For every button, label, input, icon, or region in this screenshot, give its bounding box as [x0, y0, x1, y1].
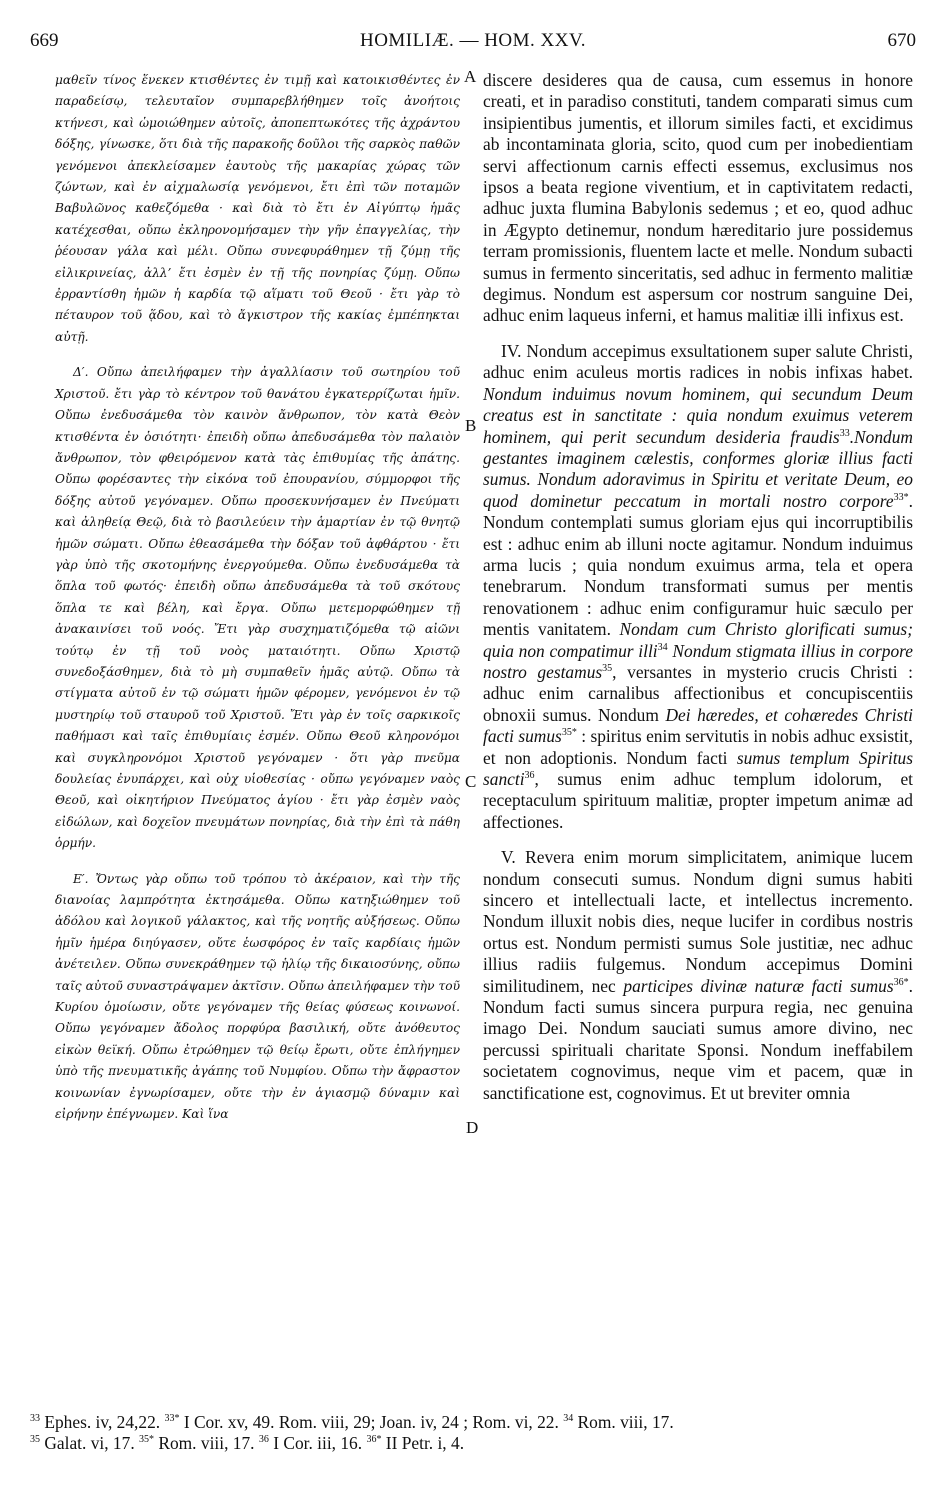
- footnote-number: 33: [30, 1413, 40, 1425]
- latin-scripture-quote: Nondam cum Christo glorificati sumus; quia non compatimur illi: [483, 619, 913, 661]
- footnote-ref: 33*: [893, 491, 909, 503]
- footnote-number: 35: [30, 1434, 40, 1446]
- footnote-text: II Petr. i, 4.: [381, 1433, 465, 1453]
- footnote-number: 33*: [164, 1413, 180, 1425]
- margin-marker-a: A: [464, 67, 477, 86]
- latin-scripture-quote: Nondum gestantes imaginem cælestis, conformes gloriæ illius facti sumus. Nondum adoravimus in Spiritu et veritate Deum, eo quod dominetur peccatum in mortali nostro corpore: [483, 426, 913, 511]
- page-number-left: 669: [30, 30, 59, 51]
- latin-text: V. Revera enim morum simplicitatem, animique lucem nondum consecuti sumus. Nondum digni sumus habiti sincero et intellectuali lacte, et intellectus incremento. Nondum illuxit nobis dies, neque lucifer in cordibus nostris ortus est. Nondum permisti sumus Sole justitiæ, nec adhuc illius radiis fulgemus. Nondum accepimus Domini similitudinem, nec: [483, 847, 913, 996]
- latin-paragraph-1: discere desideres qua de causa, cum essemus in honore creati, et in paradiso constituti, tandem comparati simus cum insipientibus jumentis, et illorum similes facti, et excidimus ab incontaminata gloria, scito, quod cum per inobedientiam servi affectionum carnis effecti essemus, exclusimus nos ipsos a beata regione viventium, et in captivitatem redacti, adhuc juxta flumina Babylonis sedemus ; et eo, quod adhuc in Ægypto detinemur, nondum hæreditario jure possidemus terram promissionis, fluentem lacte et melle. Nondum subacti sumus in fermento sinceritatis, sed adhuc in fermento malitiæ degimus. Nondum est aspersum cor nostrum sanguine Dei, adhuc enim laqueus inferni, et hamus malitiæ illi infixus est.: [483, 70, 913, 326]
- footnote-ref: 36*: [893, 976, 909, 988]
- greek-paragraph-5: Ε′. Ὄντως γὰρ οὔπω τοῦ τρόπου τὸ ἀκέραιον, καὶ τὴν τῆς διανοίας λαμπρότητα ἐκτησάμεθα. Οὔπω κατηξιώθημεν τοῦ ἀδόλου καὶ λογικοῦ γάλακτος, καὶ τῆς νοητῆς αὐξήσεως. Οὔπω ἡμῖν ἡμέρα διηύγασεν, οὔτε ἑωσφόρος ἐν ταῖς καρδίαις ἡμῶν ἀνέτειλεν. Οὔπω συνεκράθημεν τῷ ἡλίῳ τῆς δικαιοσύνης, οὔπω ταῖς αὐτοῦ συναστράψαμεν ἀκτῖσιν. Οὔπω ἀπειλήφαμεν τὴν τοῦ Κυρίου ὁμοίωσιν, οὔτε γεγόναμεν τῆς θείας φύσεως κοινωνοί. Οὔπω γεγόναμεν ἄδολος πορφύρα βασιλική, οὔτε ἀνόθευτος εἰκὼν θεϊκή. Οὔπω ἐτρώθημεν τῷ θείῳ ἔρωτι, οὔτε ἐπλήγημεν ὑπὸ τῆς πνευματικῆς ἀγάπης τοῦ Νυμφίου. Οὔπω τὴν ἄφραστον κοινωνίαν ἐγνωρίσαμεν, οὔτε τὴν ἐν ἁγιασμῷ δύναμιν καὶ εἰρήνην ἐπέγνωμεν. Καὶ ἵνα: [55, 871, 460, 1122]
- running-title: HOMILIÆ. — HOM. XXV.: [359, 30, 587, 51]
- latin-paragraph-5: [483, 847, 913, 1104]
- footnote-text: Rom. viii, 17.: [154, 1433, 259, 1453]
- latin-scripture-quote: Dei hæredes, et cohæredes Christi facti sumus: [483, 704, 913, 747]
- footnote-ref: 33: [839, 427, 850, 439]
- latin-text: . Nondum facti sumus sincera purpura regia, nec genuina imago Dei. Nondum sauciati sumus amore divino, nec percussi spirituali charitate Sponsi. Nondum ineffabilem societatem cognovimus, neque vim et pacem, quæ in sanctificatione est, cognovimus. Et ut breviter omnia: [483, 975, 913, 1103]
- latin-scripture-quote: .: [849, 426, 855, 447]
- greek-column: [55, 70, 460, 1126]
- footnote-line-1: [30, 1412, 916, 1433]
- footnote-ref: 35*: [561, 727, 577, 739]
- footnote-text: I Cor. xv, 49. Rom. viii, 29; Joan. iv, 24 ; Rom. vi, 22.: [179, 1412, 564, 1432]
- margin-marker-d: D: [466, 1118, 479, 1137]
- latin-text: , versantes in mysterio crucis Christi : adhuc enim carnalibus affectionibus et concupiscentiis obnoxii sumus. Nondum: [483, 661, 913, 725]
- latin-text: : spiritus enim servitutis in nobis adhuc exsistit, et non adoptionis. Nondum facti: [483, 726, 913, 768]
- margin-marker-c: C: [465, 772, 477, 791]
- footnote-number: 36*: [366, 1434, 382, 1446]
- latin-scripture-quote: Nondum stigmata illius in corpore nostro gestamus: [483, 640, 913, 682]
- latin-scripture-quote: participes divinæ naturæ facti sumus: [623, 975, 894, 996]
- footnote-text: Ephes. iv, 24,22.: [40, 1412, 165, 1432]
- latin-scripture-quote: sumus templum Spiritus sancti: [483, 747, 913, 789]
- footnote-number: 36: [258, 1434, 269, 1446]
- latin-text: , sumus enim adhuc templum idolorum, et receptaculum spirituum malitiæ, propter impetum animæ ad affectiones.: [483, 769, 913, 832]
- latin-paragraph-4: [483, 341, 913, 833]
- greek-paragraph-1: μαθεῖν τίνος ἕνεκεν κτισθέντες ἐν τιμῇ καὶ κατοικισθέντες ἐν παραδείσῳ, τελευταῖον συμπαρεβλήθημεν τοῖς ἀνοήτοις κτήνεσι, καὶ ὡμοιώθημεν αὐτοῖς, ἀποπεπτωκότες τῆς ἀχράντου δόξης, γίνωσκε, ὅτι διὰ τῆς παρακοῆς δοῦλοι τῆς σαρκὸς παθῶν γενόμενοι ἀπεκλείσαμεν ἑαυτοὺς τῆς μακαρίας χώρας τῶν ζώντων, καὶ ἐν αἰχμαλωσίᾳ γενόμενοι, ἔτι ἐπὶ τῶν ποταμῶν Βαβυλῶνος καθεζόμεθα · καὶ διὰ τὸ ἔτι ἐν Αἰγύπτῳ ἡμᾶς κατέχεσθαι, οὔπω ἐκληρονομήσαμεν τὴν γῆν ἐπαγγελίας, τὴν ῥέουσαν γάλα καὶ μέλι. Οὔπω συνεφυράθημεν τῇ ζύμῃ τῆς εἰλικρινείας, ἀλλ’ ἔτι ἐσμὲν ἐν τῇ τῆς πονηρίας ζύμῃ. Οὔπω ἐρραντίσθη ἡμῶν ἡ καρδία τῷ αἵματι τοῦ Θεοῦ · ἔτι γὰρ τὸ πέταυρον τοῦ ᾅδου, καὶ τὸ ἄγκιστρον τῆς κακίας ἐμπέπηκται αὐτῇ.: [55, 73, 460, 344]
- latin-text: IV. Nondum accepimus exsultationem super salute Christi, adhuc enim aculeus mortis radices in nobis infixas habet.: [483, 340, 913, 383]
- footnote-number: 35*: [139, 1434, 155, 1446]
- footnote-text: Rom. viii, 17.: [573, 1412, 674, 1432]
- footnotes: [30, 1412, 916, 1454]
- footnote-text: Galat. vi, 17.: [40, 1433, 140, 1453]
- page-number-right: 670: [887, 30, 916, 51]
- footnote-number: 34: [563, 1413, 574, 1425]
- footnote-ref: 35: [602, 663, 613, 675]
- footnote-line-2: [30, 1433, 916, 1454]
- footnote-text: I Cor. iii, 16.: [268, 1433, 367, 1453]
- page-header: [30, 30, 916, 54]
- latin-text: . Nondum contemplati sumus gloriam ejus qui incorruptibilis est : adhuc enim ab illuni nocte agitamur. Nondum induimus arma lucis ; quia nondum exuimus arma, tela et opera tenebrarum. Nondum transformati sumus per mentis renovationem : adhuc enim configuramur huic sæculo per mentis vanitatem.: [483, 490, 913, 640]
- footnote-ref: 36: [524, 770, 535, 782]
- greek-paragraph-4: Δ′. Οὔπω ἀπειλήφαμεν τὴν ἀγαλλίασιν τοῦ σωτηρίου τοῦ Χριστοῦ. ἔτι γὰρ τὸ κέντρον τοῦ θανάτου ἐγκατερρίζωται ἡμῖν. Οὔπω ἐνεδυσάμεθα τὸν καινὸν ἄνθρωπον, τὸν κατὰ Θεὸν κτισθέντα ἐν ὁσιότητι· ἐπειδὴ οὔπω ἀπεδυσάμεθα τὸν παλαιὸν ἄνθρωπον, τὸν φθειρόμενον κατὰ τὰς ἐπιθυμίας τῆς ἀπάτης. Οὔπω φορέσαντες τὴν εἰκόνα τοῦ ἐπουρανίου, σύμμορφοι τῆς δόξης αὐτοῦ γεγόναμεν. Οὔπω προσεκυνήσαμεν ἐν Πνεύματι καὶ ἀληθείᾳ Θεῷ, διὰ τὸ βασιλεύειν τὴν ἁμαρτίαν ἐν τῷ θνητῷ ἡμῶν σώματι. Οὔπω ἐθεασάμεθα τὴν δόξαν τοῦ ἀφθάρτου · ἔτι γὰρ ὑπὸ τῆς σκοτομήνης ἐνεργούμεθα. Οὔπω ἐνεδυσάμεθα τὰ ὅπλα τοῦ φωτός· ἐπειδὴ οὔπω ἀπεδυσάμεθα τὰ τοῦ σκότους ὅπλα τε καὶ βέλη, καὶ ἔργα. Οὔπω μετεμορφώθημεν τῇ ἀνακαινίσει τοῦ νοός. Ἔτι γὰρ συσχηματιζόμεθα τῷ αἰῶνι τούτῳ ἐν τῇ τοῦ νοὸς ματαιότητι. Οὔπω Χριστῷ συνεδοξάσθημεν, διὰ τὸ μὴ συμπαθεῖν ἡμᾶς αὐτῷ. Οὔπω τὰ στίγματα αὐτοῦ ἐν τῷ σώματι ἡμῶν φέρομεν, γενόμενοι ἐν τῷ μυστηρίῳ τοῦ σταυροῦ τοῦ Χριστοῦ. Ἔτι γὰρ ἐν τοῖς σαρκικοῖς παθήμασι καὶ ταῖς ἐπιθυμίαις ἐσμέν. Οὔπω Θεοῦ κληρονόμοι καὶ συγκληρονόμοι Χριστοῦ γεγόναμεν · ὅτι γὰρ πνεῦμα δουλείας ἐνυπάρχει, καὶ οὐχ υἱοθεσίας · οὔπω γεγόναμεν ναὸς Θεοῦ, καὶ οἰκητήριον Πνεύματος ἁγίου · ἔτι γὰρ ἐσμὲν ναὸς εἰδώλων, καὶ δοχεῖον πνευμάτων πονηρίας, διὰ τὴν ἐπὶ τὰ πάθη ὁρμήν.: [55, 365, 460, 851]
- latin-scripture-quote: Nondum induimus novum hominem, qui secundum Deum creatus est in sanctitate : quia nondum exuimus veterem hominem, qui perit secundum desideria fraudis: [483, 383, 913, 447]
- margin-marker-b: B: [465, 416, 477, 435]
- latin-column: [483, 70, 913, 1104]
- footnote-ref: 34: [657, 641, 668, 653]
